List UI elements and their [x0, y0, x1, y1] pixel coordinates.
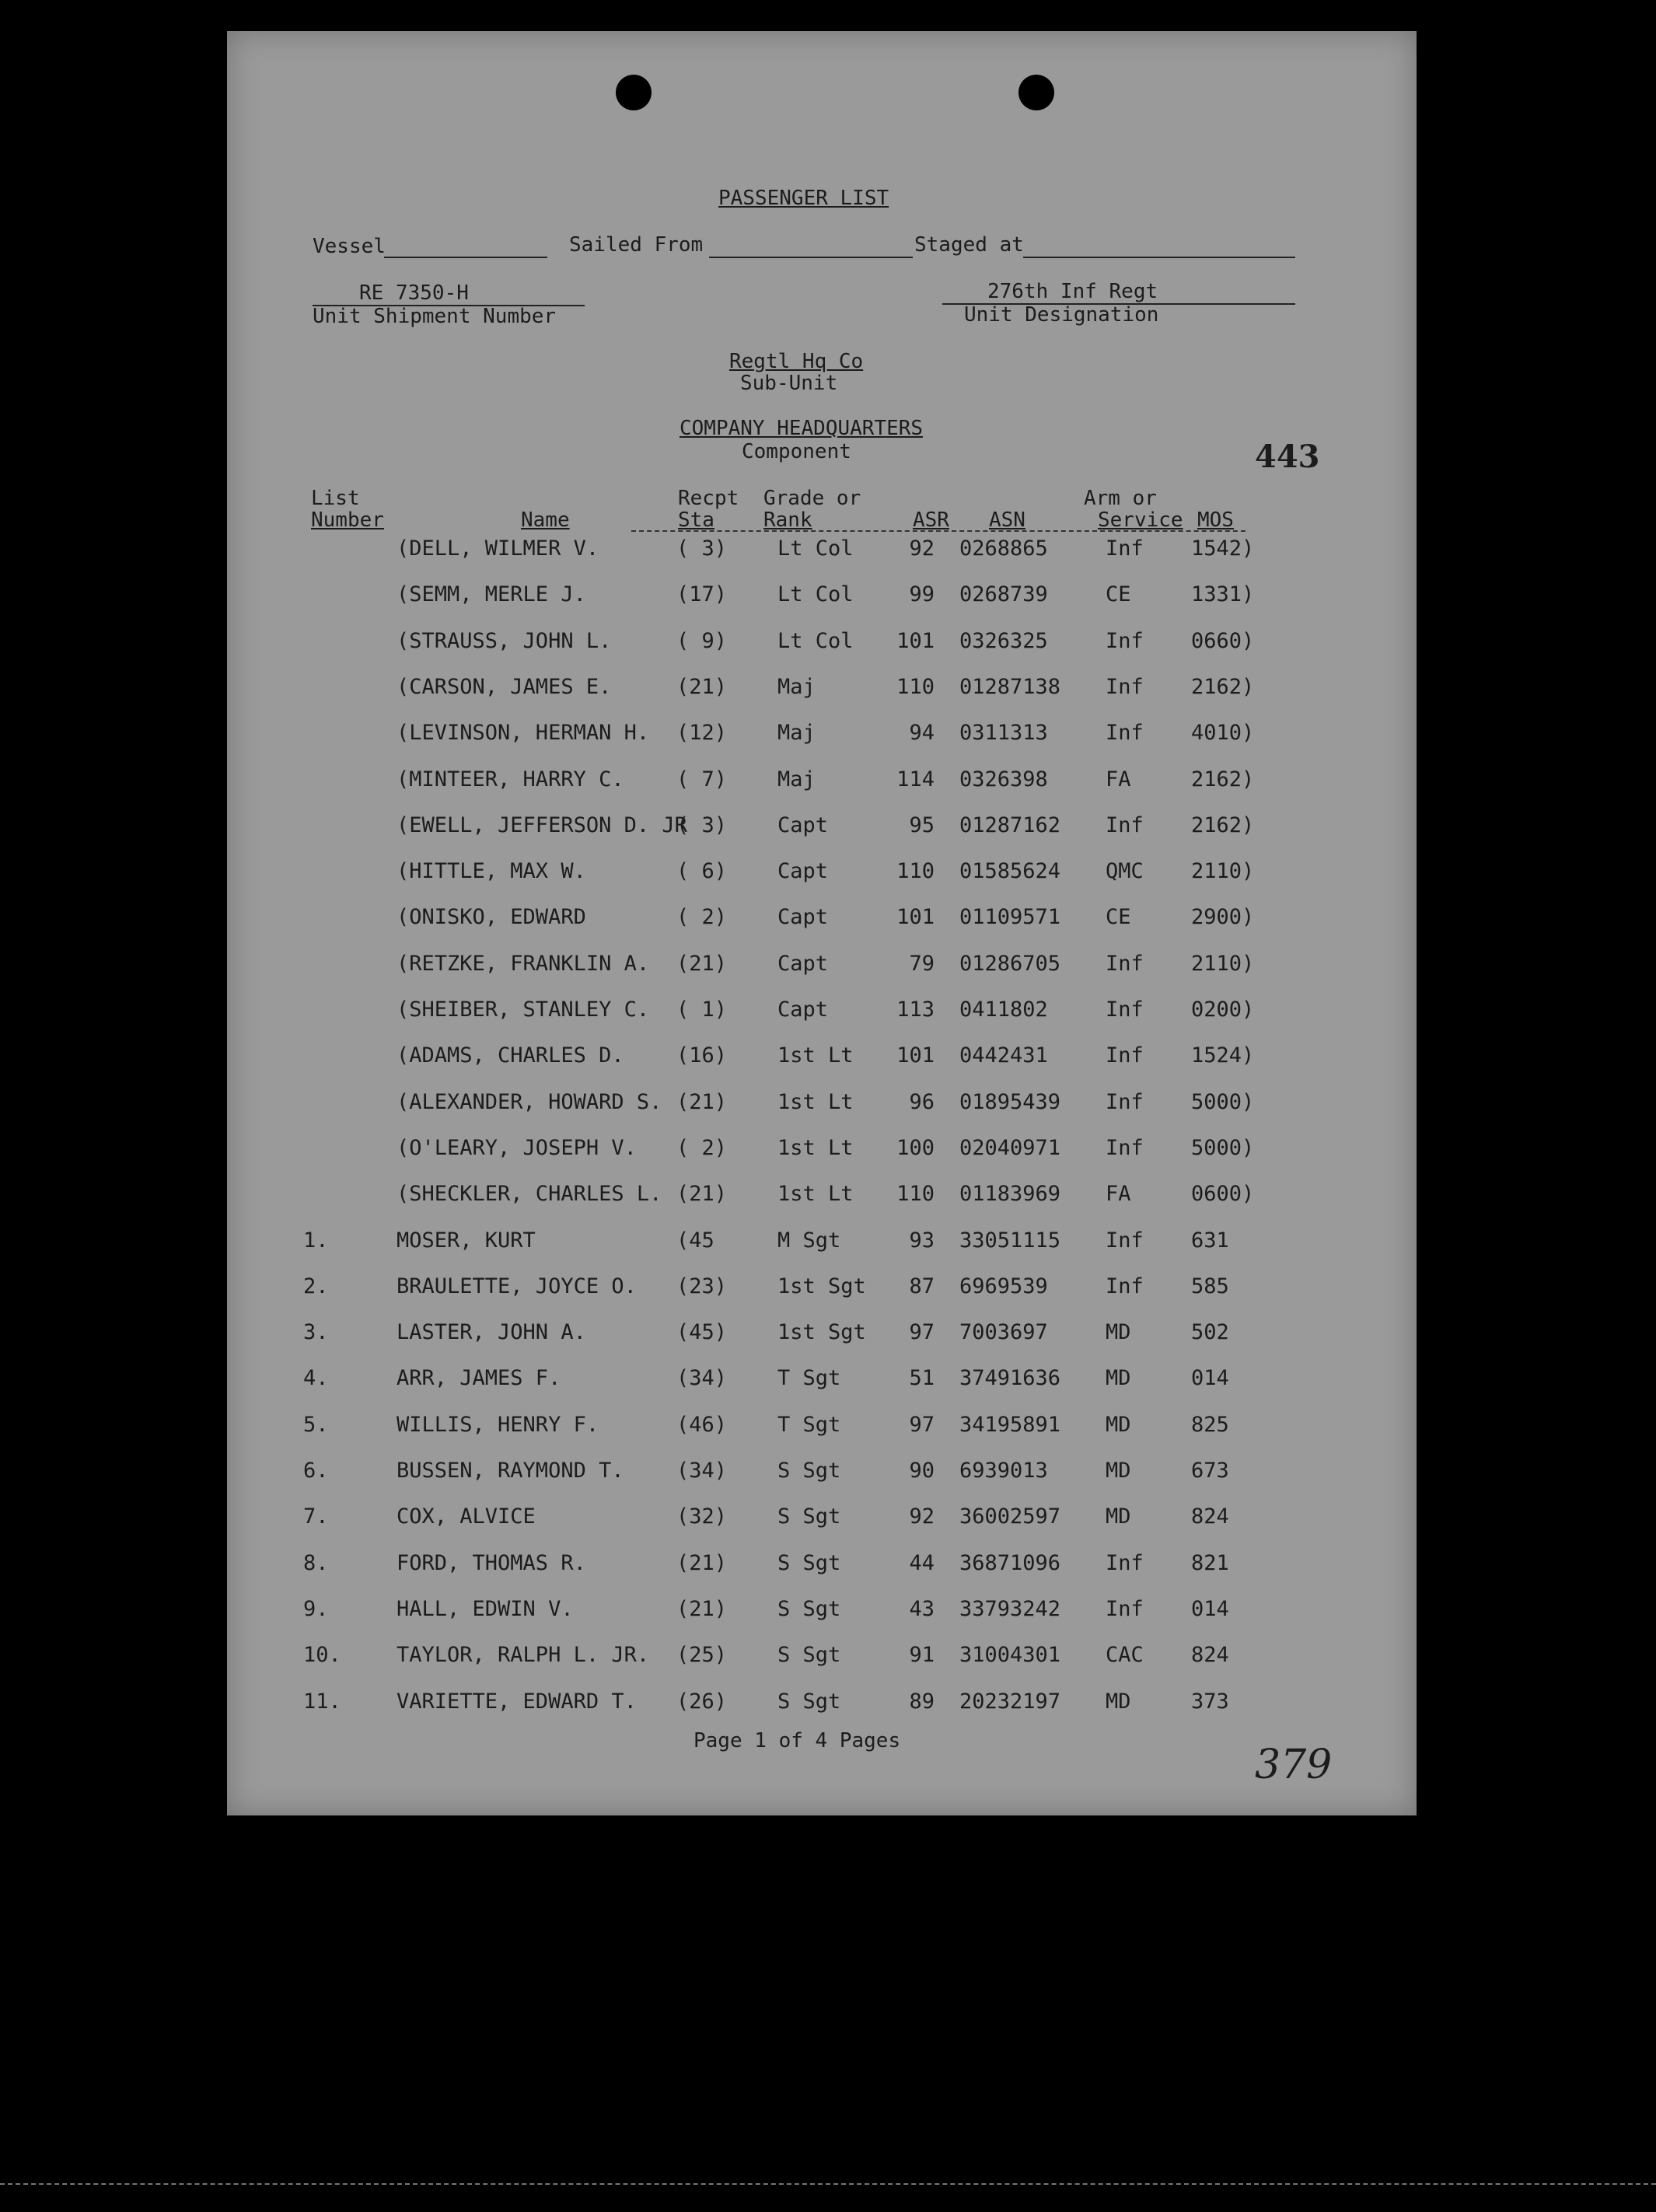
- row-asr: 44: [909, 1550, 935, 1575]
- row-arm: Inf: [1106, 1274, 1144, 1298]
- row-rank: 1st Sgt: [777, 1274, 866, 1298]
- row-list-number: 8.: [303, 1550, 329, 1575]
- row-rank: 1st Lt: [777, 1089, 854, 1114]
- row-asr: 95: [909, 812, 935, 837]
- row-name: COX, ALVICE: [397, 1504, 536, 1529]
- row-name: (CARSON, JAMES E.: [397, 674, 612, 699]
- row-rank: T Sgt: [777, 1366, 841, 1391]
- unit-shipment-number: RE 7350-H: [359, 281, 469, 305]
- row-arm: FA: [1106, 767, 1131, 791]
- row-arm: QMC: [1106, 859, 1144, 884]
- row-list-number: 11.: [303, 1689, 341, 1714]
- table-row: [227, 1459, 1417, 1497]
- row-arm: MD: [1106, 1689, 1131, 1714]
- row-rank: Capt: [777, 951, 829, 976]
- table-row: [227, 952, 1417, 991]
- row-mos: 2110): [1191, 951, 1255, 976]
- row-mos: 014: [1191, 1596, 1229, 1621]
- row-recpt-sta: (32): [676, 1504, 728, 1529]
- table-row: [227, 1366, 1417, 1405]
- table-row: [227, 1043, 1417, 1082]
- row-rank: Capt: [777, 905, 829, 930]
- row-mos: 1524): [1191, 1043, 1255, 1068]
- row-asn: 7003697: [959, 1320, 1048, 1345]
- row-name: HALL, EDWIN V.: [397, 1596, 574, 1621]
- row-recpt-sta: ( 1): [676, 998, 728, 1022]
- table-row: [227, 1274, 1417, 1313]
- sub-unit: Regtl Hq Co: [729, 350, 864, 373]
- row-arm: MD: [1106, 1412, 1131, 1437]
- header-mos: MOS: [1197, 508, 1234, 532]
- row-recpt-sta: (21): [676, 1550, 728, 1575]
- row-name: TAYLOR, RALPH L. JR.: [397, 1643, 650, 1668]
- row-asn: 33793242: [959, 1596, 1061, 1621]
- row-arm: MD: [1106, 1504, 1131, 1529]
- row-rank: 1st Sgt: [777, 1320, 866, 1345]
- row-recpt-sta: ( 3): [676, 812, 728, 837]
- row-asr: 87: [909, 1274, 935, 1298]
- row-mos: 5000): [1191, 1089, 1255, 1114]
- row-asr: 93: [909, 1228, 935, 1253]
- document-title: PASSENGER LIST: [718, 187, 889, 210]
- table-row: [227, 859, 1417, 898]
- row-name: ARR, JAMES F.: [397, 1366, 561, 1391]
- row-rank: Maj: [777, 721, 816, 746]
- row-name: VARIETTE, EDWARD T.: [397, 1689, 637, 1714]
- header-service: Service: [1098, 508, 1183, 532]
- row-recpt-sta: ( 9): [676, 628, 728, 653]
- row-list-number: 4.: [303, 1366, 329, 1391]
- row-name: (ONISKO, EDWARD: [397, 905, 586, 930]
- stamp-number: 443: [1255, 439, 1320, 475]
- row-recpt-sta: (46): [676, 1412, 728, 1437]
- row-asn: 01286705: [959, 951, 1061, 976]
- row-name: (ALEXANDER, HOWARD S.: [397, 1089, 662, 1114]
- row-name: (SHECKLER, CHARLES L.: [397, 1182, 662, 1207]
- header-dashed-rule: [631, 530, 1245, 532]
- table-row: [227, 1504, 1417, 1543]
- staged-at-blank: [1023, 257, 1295, 258]
- row-mos: 2110): [1191, 859, 1255, 884]
- row-arm: Inf: [1106, 674, 1144, 699]
- staged-at-label: Staged at: [914, 233, 1024, 257]
- row-asr: 43: [909, 1596, 935, 1621]
- table-row: [227, 998, 1417, 1036]
- row-asn: 01287138: [959, 674, 1061, 699]
- row-name: BRAULETTE, JOYCE O.: [397, 1274, 637, 1298]
- table-row: [227, 629, 1417, 668]
- table-row: [227, 1136, 1417, 1175]
- row-mos: 0600): [1191, 1182, 1255, 1207]
- row-recpt-sta: ( 2): [676, 1135, 728, 1160]
- row-asn: 01287162: [959, 812, 1061, 837]
- header-sta: Sta: [678, 508, 714, 532]
- row-name: BUSSEN, RAYMOND T.: [397, 1459, 624, 1483]
- row-asn: 31004301: [959, 1643, 1061, 1668]
- row-mos: 014: [1191, 1366, 1229, 1391]
- row-arm: CE: [1106, 582, 1131, 607]
- row-rank: S Sgt: [777, 1596, 841, 1621]
- row-rank: S Sgt: [777, 1504, 841, 1529]
- row-asn: 01183969: [959, 1182, 1061, 1207]
- row-asr: 79: [909, 951, 935, 976]
- row-asr: 97: [909, 1320, 935, 1345]
- row-mos: 2900): [1191, 905, 1255, 930]
- row-asr: 94: [909, 721, 935, 746]
- unit-shipment-label: Unit Shipment Number: [313, 305, 557, 328]
- row-asr: 100: [896, 1135, 935, 1160]
- row-asn: 36871096: [959, 1550, 1061, 1575]
- table-row: [227, 721, 1417, 760]
- row-recpt-sta: (45): [676, 1320, 728, 1345]
- header-asr: ASR: [913, 508, 949, 532]
- table-row: [227, 905, 1417, 944]
- row-name: (LEVINSON, HERMAN H.: [397, 721, 650, 746]
- punch-hole-right: [1018, 75, 1054, 110]
- unit-designation-label: Unit Designation: [964, 303, 1159, 327]
- row-arm: MD: [1106, 1459, 1131, 1483]
- row-list-number: 5.: [303, 1412, 329, 1437]
- row-asr: 89: [909, 1689, 935, 1714]
- row-arm: Inf: [1106, 1135, 1144, 1160]
- row-name: (STRAUSS, JOHN L.: [397, 628, 612, 653]
- scan-edge-line: [0, 2183, 1656, 2185]
- row-recpt-sta: ( 7): [676, 767, 728, 791]
- row-recpt-sta: (26): [676, 1689, 728, 1714]
- row-rank: M Sgt: [777, 1228, 841, 1253]
- table-row: [227, 1228, 1417, 1267]
- row-asn: 01109571: [959, 905, 1061, 930]
- row-asr: 90: [909, 1459, 935, 1483]
- page-footer: Page 1 of 4 Pages: [693, 1729, 901, 1752]
- table-row: [227, 536, 1417, 575]
- row-asr: 101: [896, 1043, 935, 1068]
- row-asr: 114: [896, 767, 935, 791]
- row-rank: 1st Lt: [777, 1182, 854, 1207]
- row-rank: Capt: [777, 812, 829, 837]
- table-row: [227, 1597, 1417, 1636]
- row-arm: Inf: [1106, 812, 1144, 837]
- row-arm: Inf: [1106, 721, 1144, 746]
- table-row: [227, 1551, 1417, 1590]
- row-asr: 51: [909, 1366, 935, 1391]
- row-mos: 1331): [1191, 582, 1255, 607]
- row-arm: Inf: [1106, 1596, 1144, 1621]
- row-arm: Inf: [1106, 998, 1144, 1022]
- row-asr: 101: [896, 905, 935, 930]
- row-arm: CE: [1106, 905, 1131, 930]
- row-mos: 824: [1191, 1643, 1229, 1668]
- row-recpt-sta: (25): [676, 1643, 728, 1668]
- row-list-number: 10.: [303, 1643, 341, 1668]
- row-asn: 36002597: [959, 1504, 1061, 1529]
- sailed-from-label: Sailed From: [569, 233, 704, 257]
- row-recpt-sta: (17): [676, 582, 728, 607]
- punch-hole-left: [616, 75, 652, 110]
- row-rank: 1st Lt: [777, 1043, 854, 1068]
- row-name: FORD, THOMAS R.: [397, 1550, 586, 1575]
- row-arm: CAC: [1106, 1643, 1144, 1668]
- row-list-number: 1.: [303, 1228, 329, 1253]
- row-recpt-sta: ( 2): [676, 905, 728, 930]
- row-asn: 0311313: [959, 721, 1048, 746]
- table-row: [227, 582, 1417, 621]
- row-rank: S Sgt: [777, 1689, 841, 1714]
- row-asr: 91: [909, 1643, 935, 1668]
- component-label: Component: [742, 440, 851, 463]
- row-rank: 1st Lt: [777, 1135, 854, 1160]
- vessel-blank: [384, 257, 547, 258]
- row-list-number: 7.: [303, 1504, 329, 1529]
- table-row: [227, 1320, 1417, 1359]
- row-asr: 110: [896, 674, 935, 699]
- header-arm: Arm or: [1084, 487, 1157, 510]
- handwritten-number: 379: [1255, 1742, 1333, 1788]
- row-rank: Lt Col: [777, 536, 854, 561]
- row-recpt-sta: (23): [676, 1274, 728, 1298]
- row-mos: 4010): [1191, 721, 1255, 746]
- row-recpt-sta: (16): [676, 1043, 728, 1068]
- row-asr: 97: [909, 1412, 935, 1437]
- table-row: [227, 675, 1417, 714]
- row-mos: 373: [1191, 1689, 1229, 1714]
- header-grade: Grade or: [763, 487, 861, 510]
- row-rank: S Sgt: [777, 1643, 841, 1668]
- row-name: (SEMM, MERLE J.: [397, 582, 586, 607]
- row-name: (RETZKE, FRANKLIN A.: [397, 951, 650, 976]
- row-arm: MD: [1106, 1366, 1131, 1391]
- row-mos: 825: [1191, 1412, 1229, 1437]
- row-name: (ADAMS, CHARLES D.: [397, 1043, 624, 1068]
- row-asn: 0268739: [959, 582, 1048, 607]
- row-asr: 110: [896, 1182, 935, 1207]
- row-recpt-sta: (21): [676, 1182, 728, 1207]
- row-mos: 821: [1191, 1550, 1229, 1575]
- header-name: Name: [521, 508, 570, 532]
- row-rank: Lt Col: [777, 628, 854, 653]
- row-asr: 92: [909, 536, 935, 561]
- row-mos: 0200): [1191, 998, 1255, 1022]
- row-asr: 101: [896, 628, 935, 653]
- row-mos: 673: [1191, 1459, 1229, 1483]
- header-list: List: [311, 487, 360, 510]
- row-arm: MD: [1106, 1320, 1131, 1345]
- row-name: (DELL, WILMER V.: [397, 536, 599, 561]
- row-asn: 0326325: [959, 628, 1048, 653]
- header-rank: Rank: [763, 508, 812, 532]
- row-arm: Inf: [1106, 1228, 1144, 1253]
- row-list-number: 3.: [303, 1320, 329, 1345]
- row-rank: Maj: [777, 674, 816, 699]
- row-arm: Inf: [1106, 951, 1144, 976]
- row-rank: S Sgt: [777, 1550, 841, 1575]
- row-mos: 631: [1191, 1228, 1229, 1253]
- header-number: Number: [311, 508, 384, 532]
- row-asn: 02040971: [959, 1135, 1061, 1160]
- row-recpt-sta: (34): [676, 1459, 728, 1483]
- row-name: LASTER, JOHN A.: [397, 1320, 586, 1345]
- row-name: (MINTEER, HARRY C.: [397, 767, 624, 791]
- row-asr: 96: [909, 1089, 935, 1114]
- row-asr: 92: [909, 1504, 935, 1529]
- table-row: [227, 1643, 1417, 1682]
- row-asn: 0442431: [959, 1043, 1048, 1068]
- table-row: [227, 767, 1417, 806]
- row-rank: Lt Col: [777, 582, 854, 607]
- row-asn: 01585624: [959, 859, 1061, 884]
- row-mos: 1542): [1191, 536, 1255, 561]
- row-mos: 502: [1191, 1320, 1229, 1345]
- row-asr: 113: [896, 998, 935, 1022]
- row-asn: 0268865: [959, 536, 1048, 561]
- row-asr: 99: [909, 582, 935, 607]
- row-rank: Capt: [777, 998, 829, 1022]
- row-asr: 110: [896, 859, 935, 884]
- table-row: [227, 1090, 1417, 1129]
- row-recpt-sta: (45: [676, 1228, 714, 1253]
- row-rank: Maj: [777, 767, 816, 791]
- unit-designation: 276th Inf Regt: [987, 280, 1158, 303]
- row-recpt-sta: ( 6): [676, 859, 728, 884]
- row-asn: 6969539: [959, 1274, 1048, 1298]
- row-mos: 0660): [1191, 628, 1255, 653]
- table-row: [227, 1690, 1417, 1728]
- row-asn: 0411802: [959, 998, 1048, 1022]
- row-name: (EWELL, JEFFERSON D. JR: [397, 812, 687, 837]
- row-arm: Inf: [1106, 628, 1144, 653]
- row-asn: 20232197: [959, 1689, 1061, 1714]
- row-list-number: 6.: [303, 1459, 329, 1483]
- row-mos: 824: [1191, 1504, 1229, 1529]
- header-asn: ASN: [989, 508, 1025, 532]
- row-recpt-sta: (21): [676, 1596, 728, 1621]
- component: COMPANY HEADQUARTERS: [680, 417, 924, 440]
- row-asn: 37491636: [959, 1366, 1061, 1391]
- document-page: [227, 31, 1417, 1815]
- row-mos: 585: [1191, 1274, 1229, 1298]
- row-recpt-sta: (21): [676, 674, 728, 699]
- row-recpt-sta: (34): [676, 1366, 728, 1391]
- row-mos: 2162): [1191, 674, 1255, 699]
- row-arm: FA: [1106, 1182, 1131, 1207]
- row-name: (O'LEARY, JOSEPH V.: [397, 1135, 637, 1160]
- row-asn: 6939013: [959, 1459, 1048, 1483]
- row-list-number: 9.: [303, 1596, 329, 1621]
- row-asn: 0326398: [959, 767, 1048, 791]
- table-row: [227, 1413, 1417, 1452]
- row-asn: 34195891: [959, 1412, 1061, 1437]
- table-row: [227, 1182, 1417, 1221]
- table-row: [227, 813, 1417, 852]
- vessel-label: Vessel: [313, 235, 386, 258]
- row-list-number: 2.: [303, 1274, 329, 1298]
- header-recpt: Recpt: [678, 487, 739, 510]
- row-recpt-sta: (21): [676, 951, 728, 976]
- row-asn: 33051115: [959, 1228, 1061, 1253]
- row-recpt-sta: ( 3): [676, 536, 728, 561]
- row-rank: S Sgt: [777, 1459, 841, 1483]
- row-mos: 2162): [1191, 812, 1255, 837]
- row-arm: Inf: [1106, 1550, 1144, 1575]
- row-arm: Inf: [1106, 536, 1144, 561]
- row-mos: 2162): [1191, 767, 1255, 791]
- row-recpt-sta: (21): [676, 1089, 728, 1114]
- row-asn: 01895439: [959, 1089, 1061, 1114]
- sub-unit-label: Sub-Unit: [740, 372, 838, 395]
- row-recpt-sta: (12): [676, 721, 728, 746]
- sailed-from-blank: [709, 257, 913, 258]
- row-mos: 5000): [1191, 1135, 1255, 1160]
- row-rank: Capt: [777, 859, 829, 884]
- row-name: WILLIS, HENRY F.: [397, 1412, 599, 1437]
- row-name: MOSER, KURT: [397, 1228, 536, 1253]
- row-rank: T Sgt: [777, 1412, 841, 1437]
- row-name: (HITTLE, MAX W.: [397, 859, 586, 884]
- row-arm: Inf: [1106, 1089, 1144, 1114]
- row-arm: Inf: [1106, 1043, 1144, 1068]
- row-name: (SHEIBER, STANLEY C.: [397, 998, 650, 1022]
